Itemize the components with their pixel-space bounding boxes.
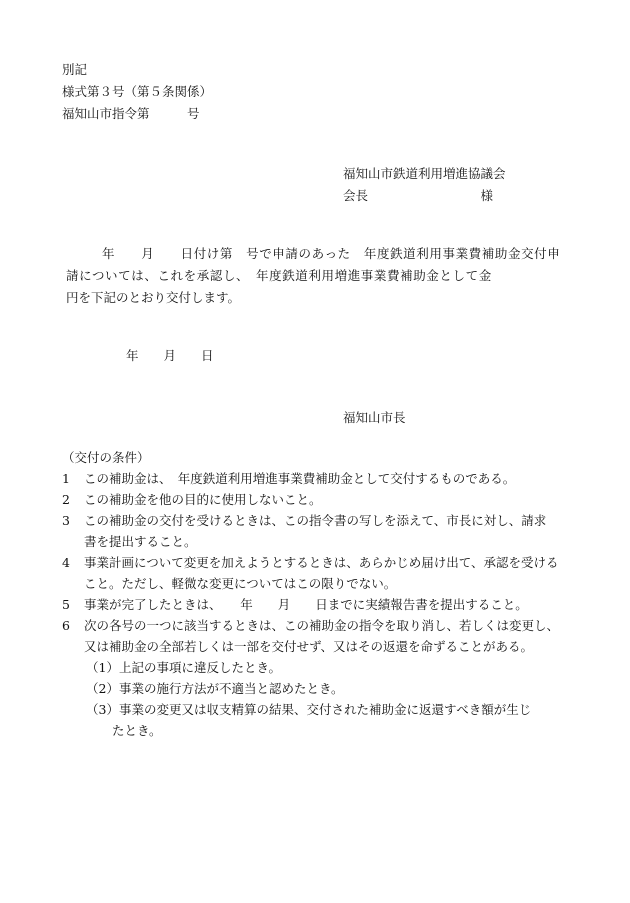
sub-condition: （1）上記の事項に違反したとき。 [86,660,281,675]
sub-condition: （3）事業の変更又は収支精算の結果、交付された補助金に返還すべき額が生じ [86,702,532,717]
condition-number: 5 [62,597,70,612]
condition-text: 事業が完了したときは、 年 月 日までに実績報告書を提出すること。 [84,597,528,612]
issuer-name: 福知山市長 [343,410,406,425]
condition-number: 3 [62,513,70,528]
betsuki-label: 別記 [62,62,88,77]
condition-number: 2 [62,492,70,507]
conditions-heading: （交付の条件） [62,450,150,465]
directive-number: 福知山市指令第 号 [62,106,200,121]
sub-condition-continued: たとき。 [112,723,162,738]
body-line-1: 年 月 日付け第 号で申請のあった 年度鉄道利用事業費補助金交付申 [102,246,561,261]
condition-text: この補助金の交付を受けるときは、この指令書の写しを添えて、市長に対し、請求 [84,513,547,528]
form-number: 様式第３号（第５条関係） [62,84,213,99]
recipient-organization: 福知山市鉄道利用増進協議会 [343,166,506,181]
condition-text-continued: 書を提出すること。 [84,534,197,549]
condition-text-continued: 又は補助金の全部若しくは一部を交付せず、又はその返還を命ずることがある。 [84,639,534,654]
condition-text: 次の各号の一つに該当するときは、この補助金の指令を取り消し、若しくは変更し、 [84,618,560,633]
body-line-2: 請については、これを承認し、 年度鉄道利用増進事業費補助金として金 [66,268,492,283]
sub-condition: （2）事業の施行方法が不適当と認めたとき。 [86,681,344,696]
recipient-title: 会長 様 [343,188,494,203]
issue-date: 年 月 日 [126,348,214,363]
condition-number: 1 [62,471,70,486]
condition-text: 事業計画について変更を加えようとするときは、あらかじめ届け出て、承認を受ける [84,555,559,570]
condition-number: 6 [62,618,70,633]
condition-number: 4 [62,555,70,570]
condition-text: この補助金を他の目的に使用しないこと。 [84,492,322,507]
body-line-3: 円を下記のとおり交付します。 [66,290,241,305]
condition-text-continued: こと。ただし、軽微な変更についてはこの限りでない。 [84,576,397,591]
condition-text: この補助金は、 年度鉄道利用増進事業費補助金として交付するものである。 [84,471,516,486]
